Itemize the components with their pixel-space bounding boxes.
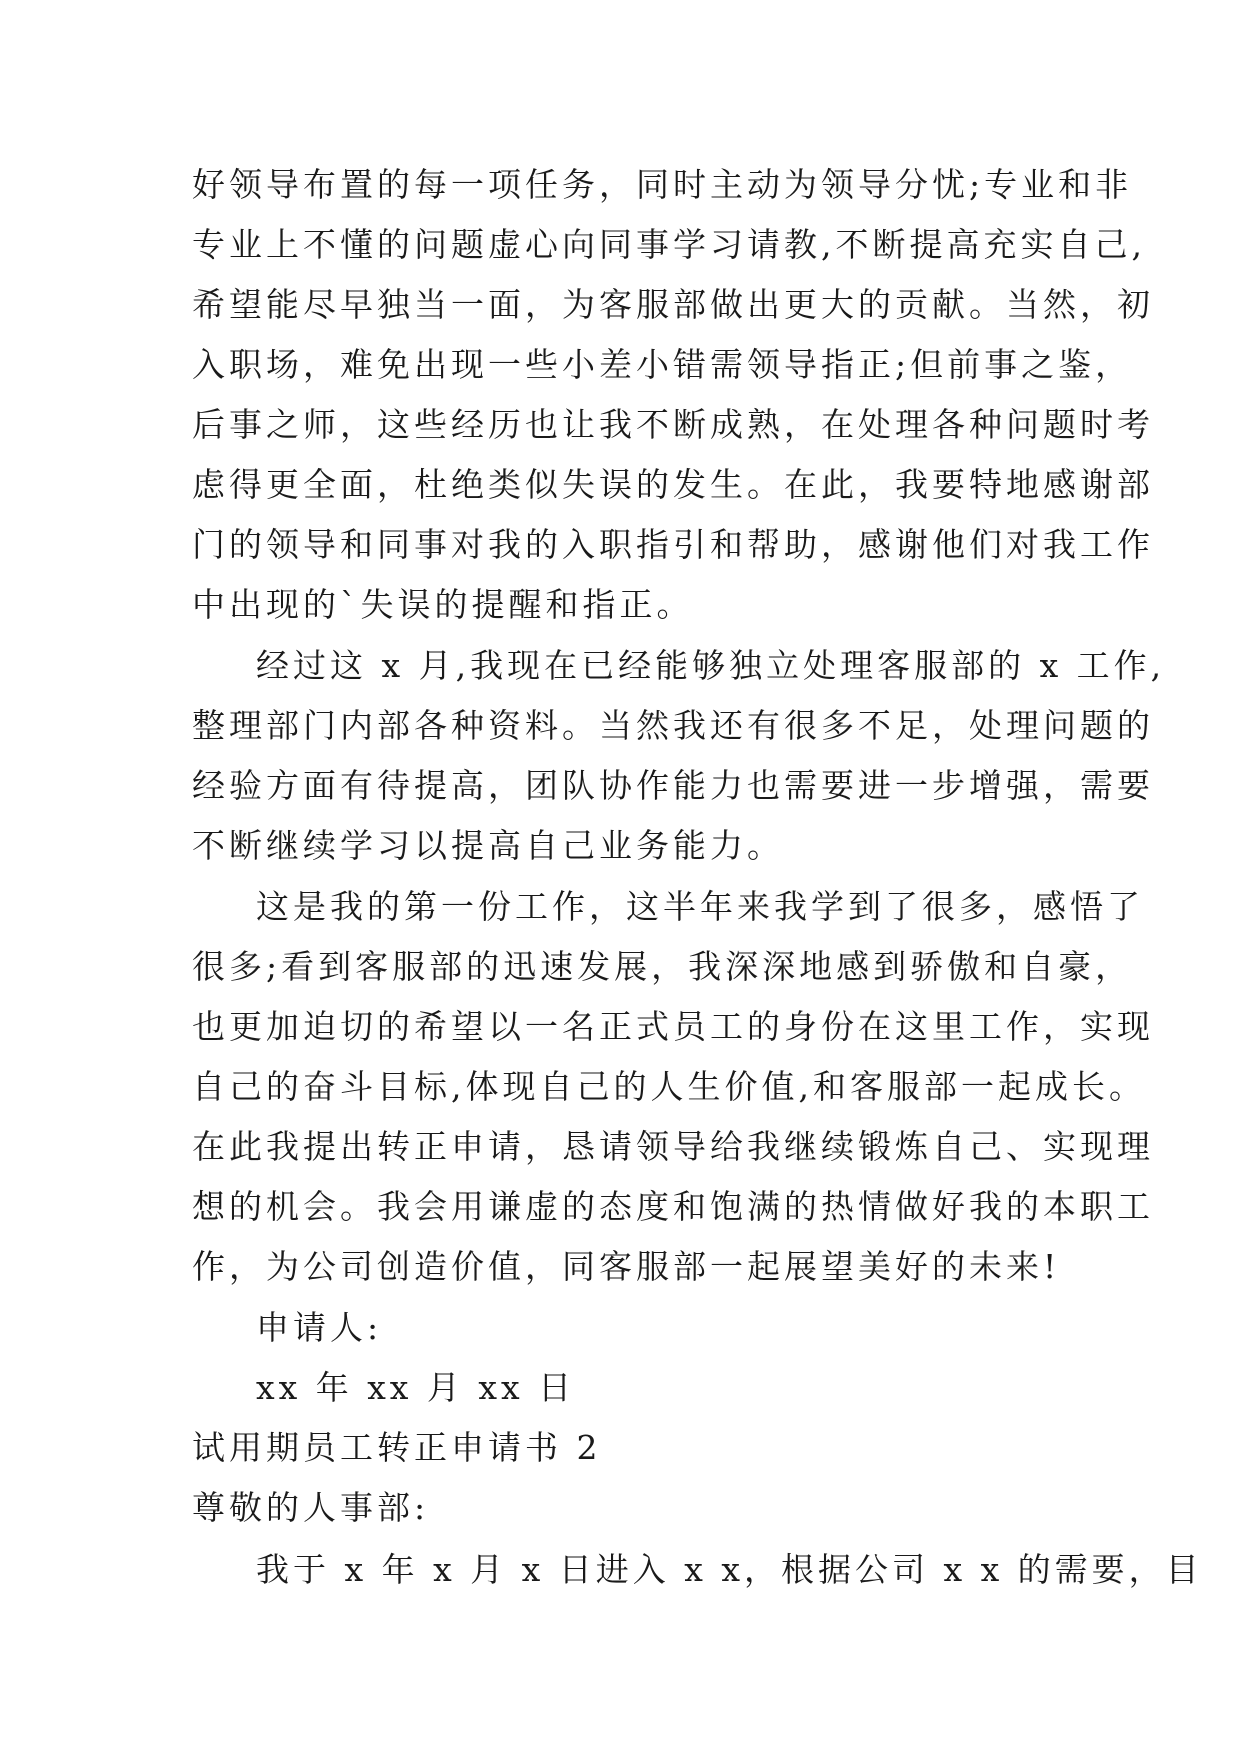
body-text-line: 专业上不懂的问题虚心向同事学习请教,不断提高充实自己, — [192, 225, 1146, 264]
body-text-line: 门的领导和同事对我的入职指引和帮助，感谢他们对我工作 — [192, 525, 1154, 564]
body-text-line: 希望能尽早独当一面，为客服部做出更大的贡献。当然，初 — [192, 285, 1154, 324]
body-text-line: 想的机会。我会用谦虚的态度和饱满的热情做好我的本职工 — [192, 1187, 1154, 1226]
section-title: 试用期员工转正申请书 2 — [192, 1428, 602, 1467]
body-text-line: 整理部门内部各种资料。当然我还有很多不足，处理问题的 — [192, 706, 1154, 745]
body-text-line: 作，为公司创造价值，同客服部一起展望美好的未来! — [192, 1247, 1061, 1286]
body-text-line: 很多;看到客服部的迅速发展，我深深地感到骄傲和自豪， — [192, 947, 1133, 986]
body-text-line: 不断继续学习以提高自己业务能力。 — [192, 826, 784, 865]
paragraph-start-line: 这是我的第一份工作，这半年来我学到了很多，感悟了 — [256, 887, 1144, 926]
body-text-line: 中出现的`失误的提醒和指正。 — [192, 585, 694, 624]
body-text-line: 后事之师，这些经历也让我不断成熟，在处理各种问题时考 — [192, 405, 1154, 444]
body-text-line: 也更加迫切的希望以一名正式员工的身份在这里工作，实现 — [192, 1007, 1154, 1046]
salutation: 尊敬的人事部: — [192, 1488, 430, 1527]
body-text-line: 好领导布置的每一项任务，同时主动为领导分忧;专业和非 — [192, 165, 1133, 204]
body-text-line: 入职场，难免出现一些小差小错需领导指正;但前事之鉴， — [192, 345, 1133, 384]
applicant-label: 申请人: — [256, 1308, 383, 1347]
paragraph-start-line: 经过这 x 月,我现在已经能够独立处理客服部的 x 工作, — [256, 646, 1166, 685]
date-line: xx 年 xx 月 xx 日 — [256, 1368, 576, 1407]
body-text-line: 经验方面有待提高，团队协作能力也需要进一步增强，需要 — [192, 766, 1154, 805]
body-text-line: 在此我提出转正申请，恳请领导给我继续锻炼自己、实现理 — [192, 1127, 1154, 1166]
body-text-line: 虑得更全面，杜绝类似失误的发生。在此，我要特地感谢部 — [192, 465, 1154, 504]
paragraph-start-line: 我于 x 年 x 月 x 日进入 x x，根据公司 x x 的需要，目 — [256, 1550, 1203, 1589]
body-text-line: 自己的奋斗目标,体现自己的人生价值,和客服部一起成长。 — [192, 1067, 1146, 1106]
